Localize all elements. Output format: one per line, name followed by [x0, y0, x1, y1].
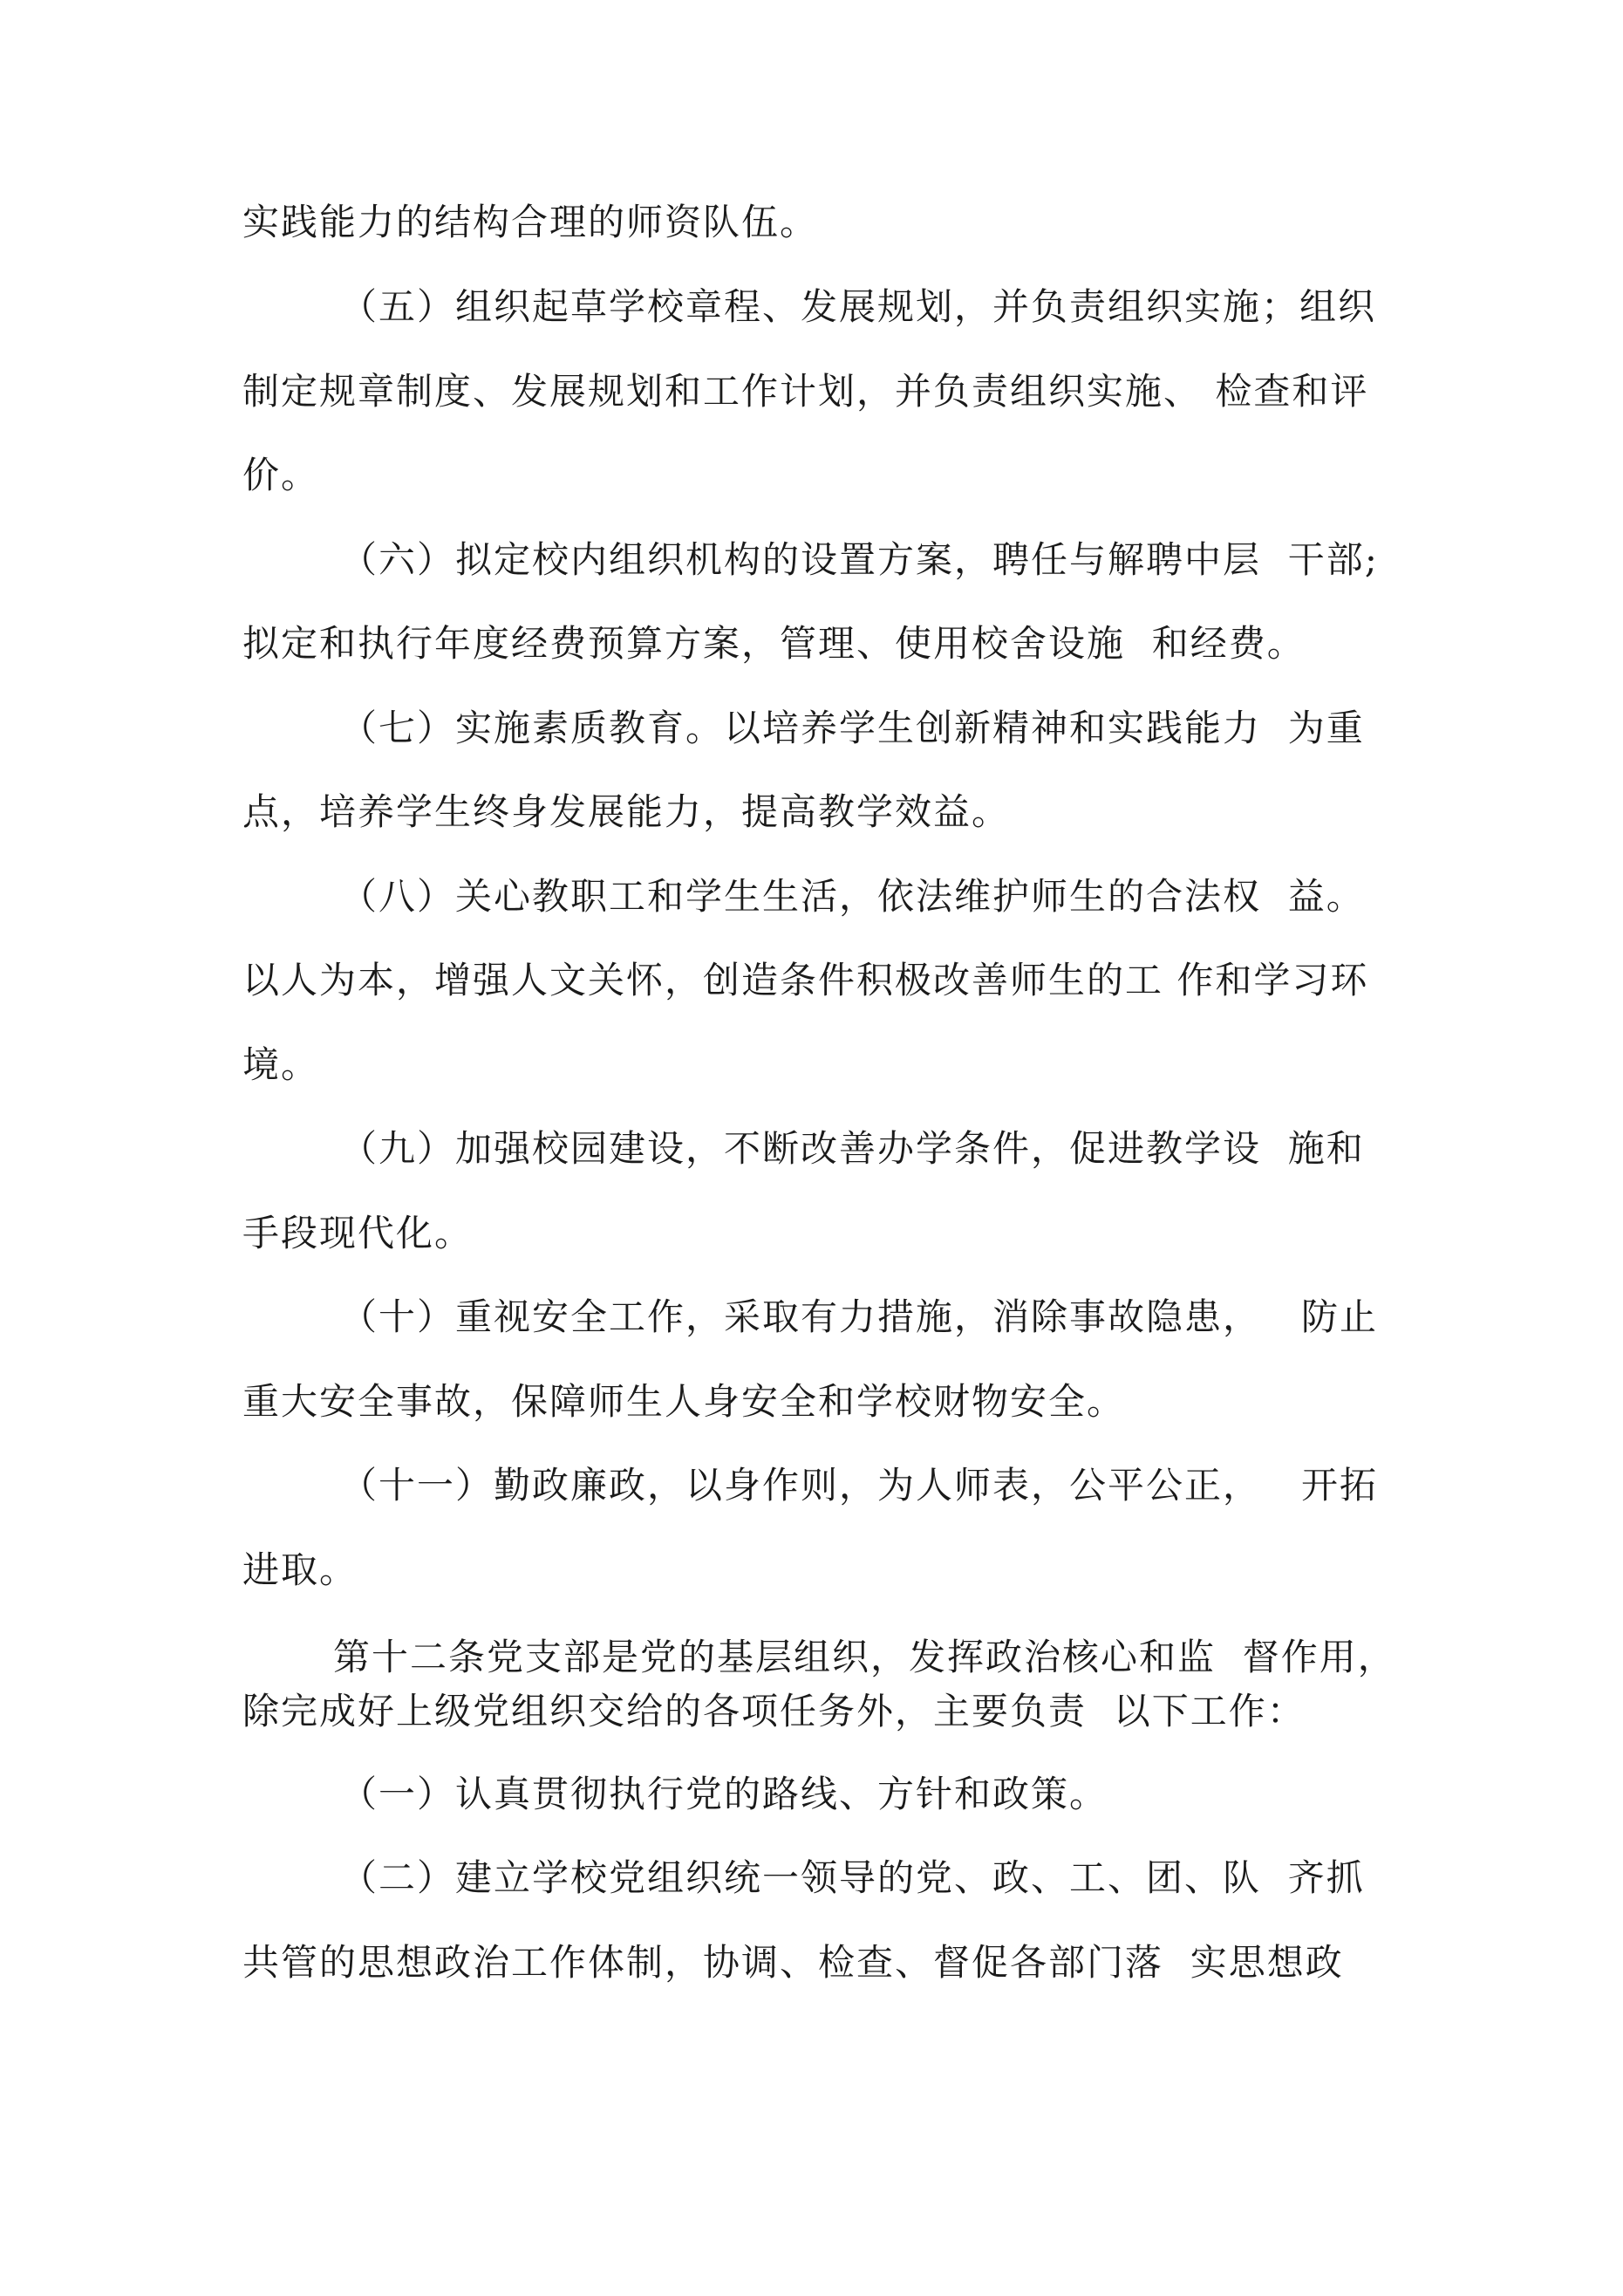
text-line: 境。	[242, 1043, 320, 1086]
text-line: （七）实施素质教育。以培养学生创新精神和实践能力 为重	[340, 707, 1365, 749]
text-line: 制定规章制度、发展规划和工作计划，并负责组织实施、 检查和评	[242, 370, 1369, 413]
text-line: 共管的思想政治工作体制，协调、检查、督促各部门落 实思想政	[242, 1941, 1344, 1984]
text-line: （二）建立学校党组织统一领导的党、政、工、团、队 齐抓	[340, 1856, 1365, 1899]
text-line: 拟定和执行年度经费预算方案，管理、使用校舍设施 和经费。	[242, 622, 1306, 665]
text-line: 以人为本，增强人文关怀，创造条件积极改善师生的工 作和学习环	[242, 959, 1369, 1001]
text-line: （十一）勤政廉政，以身作则，为人师表，公平公正， 开拓	[340, 1464, 1379, 1507]
text-line: 手段现代化。	[242, 1212, 474, 1254]
text-line: （一）认真贯彻执行党的路线、方针和政策。	[340, 1773, 1108, 1815]
text-line: （九）加强校园建设，不断改善办学条件，促进教学设 施和	[340, 1127, 1365, 1170]
text-line: （五）组织起草学校章程、发展规划，并负责组织实施；组织	[340, 285, 1377, 328]
text-line: （六）拟定校内组织机构的设置方案，聘任与解聘中层 干部;	[340, 538, 1379, 581]
text-line: 实践能力的结构合理的师资队伍。	[242, 201, 819, 243]
text-line: 点，培养学生终身发展能力，提高教学效益。	[242, 790, 1011, 833]
text-line: 价。	[242, 454, 320, 496]
text-line: 除完成好上级党组织交给的各项任务外，主要负责 以下工作：	[242, 1690, 1306, 1732]
text-line: （八）关心教职工和学生生活，依法维护师生的合法权 益。	[340, 875, 1365, 918]
text-line: （十）重视安全工作，采取有力措施，消除事故隐患， 防止	[340, 1295, 1379, 1338]
text-line: 第十二条党支部是党的基层组织，发挥政治核心和监 督作用，	[333, 1636, 1396, 1678]
text-line: 重大安全事故，保障师生人身安全和学校财物安全。	[242, 1380, 1126, 1423]
text-line: 进取。	[242, 1548, 358, 1591]
